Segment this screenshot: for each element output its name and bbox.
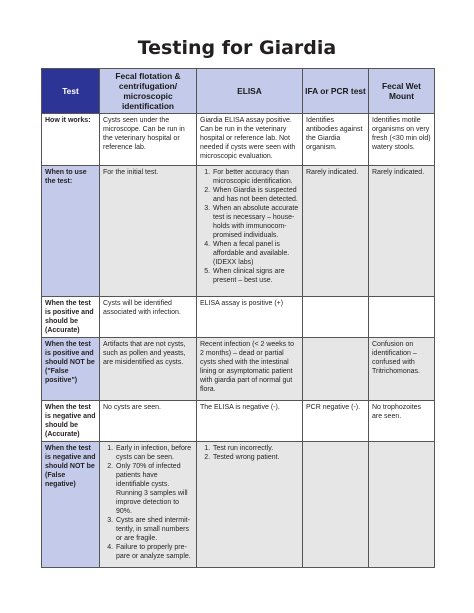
elisa-cell: Recent infection (< 2 weeks to 2 months) – dead or partial cysts shed with the intestinal lining or asymptomatic patient with giardia part of normal gut flora. (197, 338, 303, 401)
header-elisa: ELISA (197, 69, 303, 114)
list-item: 2. Only 70% of infected patients have identifiable cysts. Running 3 samples will improve detection to 90%. (115, 462, 193, 516)
table-row (42, 166, 435, 297)
list-item: 5. When clinical signs are present – best use. (212, 267, 299, 285)
flotation-cell: Artifacts that are not cysts, such as pollen and yeasts, are misidentified as cysts. (100, 338, 197, 401)
wet-mount-cell: No trophozoites are seen. (369, 401, 435, 442)
header-row (42, 69, 435, 114)
ifa-cell: Rarely indicated. (303, 166, 369, 297)
page-title: Testing for Giardia (137, 37, 337, 59)
row-label: How it works: (42, 114, 100, 166)
elisa-list (200, 168, 299, 285)
flotation-cell: Cysts will be identified associated with infection. (100, 297, 197, 338)
wet-mount-cell (369, 442, 435, 568)
list-item: 1. For better accuracy than microscopic identification. (212, 168, 299, 186)
wet-mount-cell (369, 297, 435, 338)
ifa-cell (303, 442, 369, 568)
elisa-cell: The ELISA is negative (-). (197, 401, 303, 442)
flotation-cell: For the initial test. (100, 166, 197, 297)
row-label: When the test is positive and should be (Accurate) (42, 297, 100, 338)
row-label: When the test is positive and should NOT be ("False positive") (42, 338, 100, 401)
ifa-cell: PCR negative (-). (303, 401, 369, 442)
elisa-list (200, 444, 299, 462)
row-label: When to use the test: (42, 166, 100, 297)
list-item: 2. When Giardia is suspected and has not been detected. (212, 186, 299, 204)
table-row (42, 442, 435, 568)
table-row (42, 401, 435, 442)
wet-mount-cell: Rarely indicated. (369, 166, 435, 297)
flotation-list (103, 444, 193, 561)
ifa-cell: Identifies antibodies against the Giardia organism. (303, 114, 369, 166)
giardia-testing-table (41, 68, 435, 568)
elisa-cell: ELISA assay is positive (+) (197, 297, 303, 338)
ifa-cell (303, 297, 369, 338)
flotation-cell (100, 442, 197, 568)
header-test: Test (42, 69, 100, 114)
table-row (42, 338, 435, 401)
header-flotation: Fecal flotation & centrifugation/ microscopic identification (100, 69, 197, 114)
list-item: 4. When a fecal panel is affordable and available. (IDEXX labs) (212, 240, 299, 267)
table-row (42, 297, 435, 338)
wet-mount-cell: Confusion on identification – confused with Tritrichomonas. (369, 338, 435, 401)
elisa-cell: Giardia ELISA assay positive. Can be run in the veterinary hospital or reference lab. Not needed if cysts were seen with microscopic evaluation. (197, 114, 303, 166)
header-wet-mount: Fecal Wet Mount (369, 69, 435, 114)
header-ifa-pcr: IFA or PCR test (303, 69, 369, 114)
list-item: 1. Test run incorrectly. (212, 444, 299, 453)
table-row (42, 114, 435, 166)
row-label: When the test is negative and should NOT be (False negative) (42, 442, 100, 568)
list-item: 2. Tested wrong patient. (212, 453, 299, 462)
row-label: When the test is negative and should be (Accurate) (42, 401, 100, 442)
list-item: 1. Early in infection, before cysts can be seen. (115, 444, 193, 462)
list-item: 4. Failure to properly pre-pare or analyze sample. (115, 543, 193, 561)
flotation-cell: Cysts seen under the microscope. Can be run in the veterinary hospital or reference lab. (100, 114, 197, 166)
list-item: 3. When an absolute accurate test is necessary – house-holds with immunocom-promised individuals. (212, 204, 299, 240)
flotation-cell: No cysts are seen. (100, 401, 197, 442)
list-item: 3. Cysts are shed intermit-tently, in small numbers or are fragile. (115, 516, 193, 543)
wet-mount-cell: Identifies motile organisms on very fresh (<30 min old) watery stools. (369, 114, 435, 166)
elisa-cell (197, 166, 303, 297)
elisa-cell (197, 442, 303, 568)
ifa-cell (303, 338, 369, 401)
